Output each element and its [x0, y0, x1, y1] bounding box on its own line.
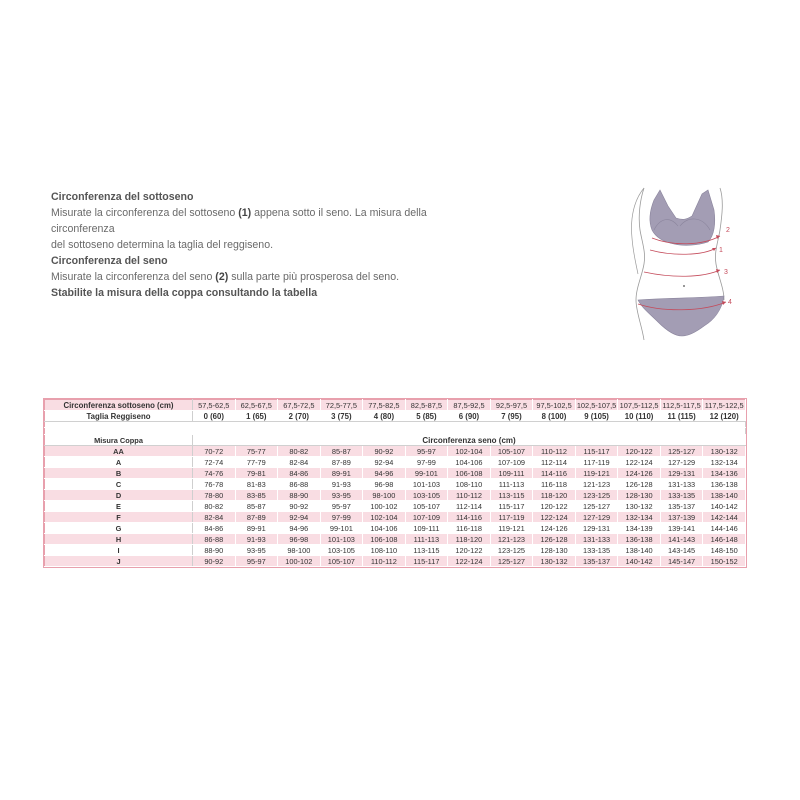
bust-range-cell: 120-122 [533, 501, 576, 512]
bust-range-cell: 95-97 [320, 501, 363, 512]
bust-range-cell: 98-100 [278, 545, 321, 556]
cup-cell: I [45, 545, 193, 556]
bust-range-cell: 114-116 [533, 468, 576, 479]
bust-range-cell: 89-91 [235, 523, 278, 534]
bust-range-cell: 132-134 [703, 457, 746, 468]
underbust-instructions-cont: circonferenza [51, 223, 115, 235]
bust-range-cell: 124-126 [618, 468, 661, 479]
bust-range-cell: 133-135 [575, 545, 618, 556]
underbust-cell: 87,5-92,5 [448, 400, 491, 411]
bust-label: Circonferenza seno (cm) [193, 435, 746, 446]
bust-range-cell: 89-91 [320, 468, 363, 479]
bust-range-cell: 126-128 [533, 534, 576, 545]
cup-row [45, 490, 746, 501]
bust-range-cell: 136-138 [618, 534, 661, 545]
bust-range-cell: 72-74 [193, 457, 236, 468]
bust-range-cell: 102-104 [448, 446, 491, 457]
size-cell: 2 (70) [278, 411, 321, 422]
cup-cell: C [45, 479, 193, 490]
bust-range-cell: 103-105 [405, 490, 448, 501]
bust-range-cell: 146-148 [703, 534, 746, 545]
marker-2: 2 [726, 227, 730, 234]
bust-range-cell: 140-142 [618, 556, 661, 567]
bust-range-cell: 77-79 [235, 457, 278, 468]
bust-range-cell: 108-110 [363, 545, 406, 556]
bust-range-cell: 99-101 [320, 523, 363, 534]
bust-range-cell: 127-129 [575, 512, 618, 523]
bust-range-cell: 144-146 [703, 523, 746, 534]
cup-row [45, 468, 746, 479]
cup-row [45, 523, 746, 534]
bust-range-cell: 106-108 [448, 468, 491, 479]
bust-range-cell: 131-133 [660, 479, 703, 490]
bust-range-cell: 134-136 [703, 468, 746, 479]
bust-range-cell: 130-132 [533, 556, 576, 567]
bust-range-cell: 82-84 [278, 457, 321, 468]
bust-range-cell: 114-116 [448, 512, 491, 523]
bust-range-cell: 96-98 [278, 534, 321, 545]
bust-range-cell: 122-124 [448, 556, 491, 567]
bust-range-cell: 99-101 [405, 468, 448, 479]
bust-range-cell: 128-130 [533, 545, 576, 556]
underbust-instructions: Misurate la circonferenza del sottoseno (1) appena sotto il seno. La misura della [51, 207, 427, 219]
bust-range-cell: 111-113 [490, 479, 533, 490]
bust-instructions: Misurate la circonferenza del seno (2) sulla parte più prosperosa del seno. [51, 271, 400, 283]
bust-range-cell: 90-92 [363, 446, 406, 457]
cup-row [45, 545, 746, 556]
bust-range-cell: 145-147 [660, 556, 703, 567]
bra-shape [650, 190, 715, 245]
bust-range-cell: 101-103 [405, 479, 448, 490]
bust-range-cell: 87-89 [320, 457, 363, 468]
bust-range-cell: 150-152 [703, 556, 746, 567]
bust-range-cell: 119-121 [575, 468, 618, 479]
bust-range-cell: 130-132 [703, 446, 746, 457]
bust-range-cell: 140-142 [703, 501, 746, 512]
bust-range-cell: 110-112 [363, 556, 406, 567]
underbust-cell: 102,5-107,5 [576, 400, 617, 410]
bust-range-cell: 97-99 [405, 457, 448, 468]
bust-range-cell: 124-126 [533, 523, 576, 534]
size-cell: 0 (60) [193, 411, 236, 422]
bust-range-cell: 86-88 [193, 534, 236, 545]
size-cell: 6 (90) [448, 411, 491, 422]
bust-range-cell: 79-81 [235, 468, 278, 479]
bust-range-cell: 82-84 [193, 512, 236, 523]
size-cell: 9 (105) [575, 411, 618, 422]
bust-range-cell: 143-145 [660, 545, 703, 556]
bust-range-cell: 108-110 [448, 479, 491, 490]
bust-range-cell: 87-89 [235, 512, 278, 523]
underbust-cell: 112,5-117,5 [660, 400, 703, 411]
bust-range-cell: 83-85 [235, 490, 278, 501]
bust-range-cell: 137-139 [660, 512, 703, 523]
spacer-row-2 [45, 428, 746, 435]
bust-range-cell: 84-86 [278, 468, 321, 479]
underbust-heading: Circonferenza del sottoseno [51, 191, 194, 203]
bust-range-cell: 95-97 [405, 446, 448, 457]
bust-range-cell: 93-95 [235, 545, 278, 556]
bust-range-cell: 128-130 [618, 490, 661, 501]
underbust-cell: 62,5-67,5 [235, 400, 278, 411]
size-row [45, 411, 746, 422]
cup-cell: B [45, 468, 193, 479]
bust-range-cell: 120-122 [448, 545, 491, 556]
marker-3: 3 [724, 269, 728, 276]
bust-range-cell: 112-114 [533, 457, 576, 468]
cup-row [45, 501, 746, 512]
cup-cell: AA [45, 446, 193, 457]
bust-range-cell: 113-115 [490, 490, 533, 501]
bust-range-cell: 86-88 [278, 479, 321, 490]
bust-range-cell: 125-127 [490, 556, 533, 567]
cup-instructions: Stabilite la misura della coppa consultando la tabella [51, 287, 318, 299]
cup-cell: E [45, 501, 193, 512]
bust-range-cell: 75-77 [235, 446, 278, 457]
bust-range-cell: 130-132 [618, 501, 661, 512]
bust-range-cell: 122-124 [533, 512, 576, 523]
cup-cell: A [45, 457, 193, 468]
bust-range-cell: 81-83 [235, 479, 278, 490]
bust-range-cell: 90-92 [193, 556, 236, 567]
underbust-cell: 77,5-82,5 [363, 400, 406, 411]
bust-range-cell: 103-105 [320, 545, 363, 556]
bust-range-cell: 121-123 [490, 534, 533, 545]
bust-range-cell: 121-123 [575, 479, 618, 490]
bust-range-cell: 109-111 [405, 523, 448, 534]
marker-4: 4 [728, 299, 732, 306]
bust-range-cell: 142-144 [703, 512, 746, 523]
bust-range-cell: 123-125 [490, 545, 533, 556]
cup-row [45, 512, 746, 523]
bust-range-cell: 112-114 [448, 501, 491, 512]
bust-range-cell: 148-150 [703, 545, 746, 556]
bust-range-cell: 80-82 [193, 501, 236, 512]
bust-range-cell: 115-117 [575, 446, 618, 457]
bust-range-cell: 115-117 [490, 501, 533, 512]
size-chart [44, 399, 746, 567]
bust-range-cell: 110-112 [448, 490, 491, 501]
bust-range-cell: 84-86 [193, 523, 236, 534]
bust-range-cell: 136-138 [703, 479, 746, 490]
bust-range-cell: 116-118 [448, 523, 491, 534]
bust-range-cell: 119-121 [490, 523, 533, 534]
bust-range-cell: 125-127 [660, 446, 703, 457]
bust-range-cell: 125-127 [575, 501, 618, 512]
cup-row [45, 534, 746, 545]
bust-range-cell: 105-107 [405, 501, 448, 512]
bust-range-cell: 98-100 [363, 490, 406, 501]
underbust-cell: 72,5-77,5 [320, 400, 363, 411]
bust-range-cell: 93-95 [320, 490, 363, 501]
bust-range-cell: 138-140 [703, 490, 746, 501]
size-cell: 3 (75) [320, 411, 363, 422]
bust-range-cell: 117-119 [575, 457, 618, 468]
bust-range-cell: 91-93 [320, 479, 363, 490]
bust-range-cell: 85-87 [235, 501, 278, 512]
bust-range-cell: 105-107 [490, 446, 533, 457]
size-cell: 10 (110) [618, 411, 661, 422]
cup-cell: G [45, 523, 193, 534]
bust-range-cell: 70-72 [193, 446, 236, 457]
panties-shape [638, 296, 724, 336]
size-cell: 4 (80) [363, 411, 406, 422]
bust-heading: Circonferenza del seno [51, 255, 168, 267]
bust-range-cell: 104-106 [363, 523, 406, 534]
bust-range-cell: 117-119 [490, 512, 533, 523]
cup-cell: D [45, 490, 193, 501]
bust-range-cell: 135-137 [575, 556, 618, 567]
bust-range-cell: 105-107 [320, 556, 363, 567]
bust-range-cell: 138-140 [618, 545, 661, 556]
bust-range-cell: 94-96 [363, 468, 406, 479]
bust-range-cell: 126-128 [618, 479, 661, 490]
bust-range-cell: 110-112 [533, 446, 576, 457]
cup-header-row [45, 435, 746, 446]
bust-range-cell: 134-139 [618, 523, 661, 534]
bust-range-cell: 91-93 [235, 534, 278, 545]
body-outline [636, 188, 645, 340]
cup-cell: H [45, 534, 193, 545]
navel [683, 285, 685, 287]
size-cell: 11 (115) [660, 411, 703, 422]
bust-range-cell: 78-80 [193, 490, 236, 501]
size-label: Taglia Reggiseno [45, 411, 193, 422]
size-cell: 7 (95) [490, 411, 533, 422]
underbust-cell: 57,5-62,5 [193, 400, 236, 411]
bust-range-cell: 96-98 [363, 479, 406, 490]
bust-range-cell: 127-129 [660, 457, 703, 468]
cup-cell: F [45, 512, 193, 523]
bust-range-cell: 118-120 [533, 490, 576, 501]
bust-range-cell: 141-143 [660, 534, 703, 545]
bust-range-cell: 123-125 [575, 490, 618, 501]
bust-range-cell: 111-113 [405, 534, 448, 545]
bust-range-cell: 80-82 [278, 446, 321, 457]
underbust-cell: 82,5-87,5 [405, 400, 448, 411]
bust-range-cell: 90-92 [278, 501, 321, 512]
bust-range-cell: 74-76 [193, 468, 236, 479]
bust-range-cell: 88-90 [193, 545, 236, 556]
bust-range-cell: 139-141 [660, 523, 703, 534]
measurement-illustration [622, 180, 742, 345]
bust-range-cell: 102-104 [363, 512, 406, 523]
bust-range-cell: 115-117 [405, 556, 448, 567]
bust-range-cell: 113-115 [405, 545, 448, 556]
bust-range-cell: 100-102 [363, 501, 406, 512]
marker-1: 1 [719, 247, 723, 254]
arm-left [632, 188, 645, 274]
bust-range-cell: 94-96 [278, 523, 321, 534]
bust-range-cell: 129-131 [575, 523, 618, 534]
cup-cell: J [45, 556, 193, 567]
cup-row [45, 446, 746, 457]
bust-range-cell: 101-103 [320, 534, 363, 545]
cup-row [45, 479, 746, 490]
marker-labels [719, 227, 732, 306]
bust-range-cell: 76-78 [193, 479, 236, 490]
line-1 [650, 248, 716, 254]
underbust-cell: 107,5-112,5 [619, 400, 659, 410]
bust-range-cell: 116-118 [533, 479, 576, 490]
bust-range-cell: 129-131 [660, 468, 703, 479]
bust-range-cell: 135-137 [660, 501, 703, 512]
underbust-cell: 117,5-122,5 [704, 400, 744, 410]
size-cell: 8 (100) [533, 411, 576, 422]
size-cell: 12 (120) [703, 411, 746, 422]
bust-range-cell: 106-108 [363, 534, 406, 545]
underbust-label: Circonferenza sottoseno (cm) [45, 400, 193, 411]
bust-range-cell: 92-94 [363, 457, 406, 468]
bust-range-cell: 95-97 [235, 556, 278, 567]
bust-range-cell: 118-120 [448, 534, 491, 545]
cup-row [45, 556, 746, 567]
underbust-cell: 97,5-102,5 [533, 400, 576, 411]
underbust-row [45, 400, 746, 411]
underbust-cell: 92,5-97,5 [490, 400, 533, 411]
bust-range-cell: 131-133 [575, 534, 618, 545]
bust-range-cell: 107-109 [490, 457, 533, 468]
bust-range-cell: 132-134 [618, 512, 661, 523]
underbust-instructions-cont2: del sottoseno determina la taglia del reggiseno. [51, 239, 274, 251]
bust-range-cell: 97-99 [320, 512, 363, 523]
cup-label: Misura Coppa [45, 435, 193, 446]
body-outline-right [715, 188, 724, 300]
bust-range-cell: 85-87 [320, 446, 363, 457]
bust-range-cell: 109-111 [490, 468, 533, 479]
bust-range-cell: 88-90 [278, 490, 321, 501]
bust-range-cell: 107-109 [405, 512, 448, 523]
size-cell: 5 (85) [405, 411, 448, 422]
bust-range-cell: 92-94 [278, 512, 321, 523]
line-3 [644, 270, 720, 276]
intro-text [51, 189, 451, 301]
bust-range-cell: 122-124 [618, 457, 661, 468]
cup-row [45, 457, 746, 468]
underbust-cell: 67,5-72,5 [278, 400, 321, 411]
bust-range-cell: 133-135 [660, 490, 703, 501]
bust-range-cell: 104-106 [448, 457, 491, 468]
bust-range-cell: 100-102 [278, 556, 321, 567]
size-cell: 1 (65) [235, 411, 278, 422]
bust-range-cell: 120-122 [618, 446, 661, 457]
